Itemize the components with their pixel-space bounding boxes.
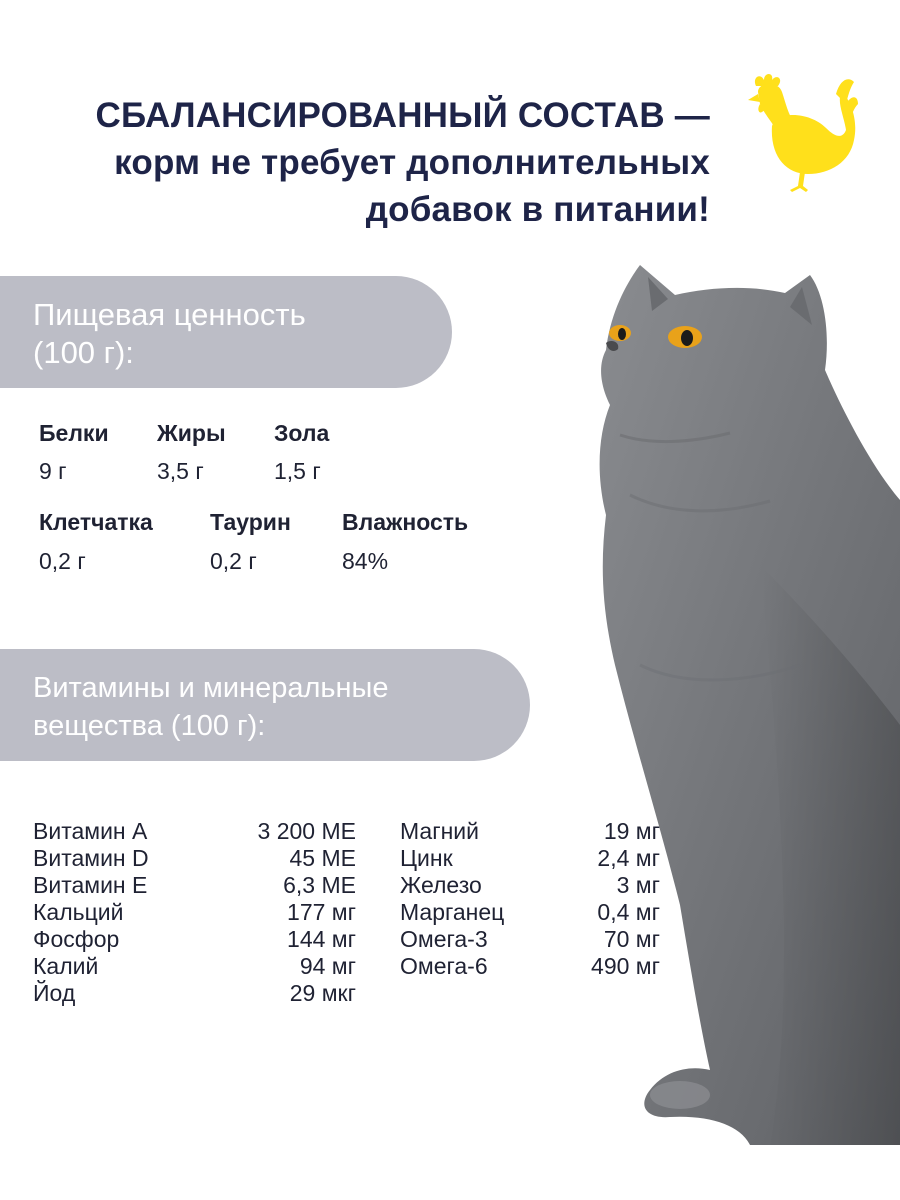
list-item: [33, 872, 356, 899]
vitamins-title-line-2: вещества (100 г):: [33, 710, 266, 742]
vitamin-value: 3 200 МЕ: [257, 818, 356, 844]
mineral-name: Омега-6: [400, 953, 488, 979]
list-item: [33, 953, 356, 980]
chicken-icon: [748, 70, 858, 195]
nutrition-value-moisture: 84%: [342, 548, 389, 574]
nutrition-label-fiber: Клетчатка: [39, 509, 153, 535]
nutrition-label-moisture: Влажность: [342, 509, 469, 535]
list-item: [33, 980, 356, 1007]
vitamin-name: Витамин D: [33, 845, 149, 871]
list-item: [33, 899, 356, 926]
vitamins-title-pill: [0, 649, 530, 761]
nutrition-value-fat: 3,5 г: [157, 458, 204, 484]
mineral-value: 2,4 мг: [597, 845, 660, 871]
nutrition-value-ash: 1,5 г: [274, 458, 321, 484]
vitamin-name: Витамин E: [33, 872, 148, 898]
mineral-name: Омега-3: [400, 926, 488, 952]
headline-line-1: СБАЛАНСИРОВАННЫЙ СОСТАВ —: [95, 96, 710, 135]
vitamin-name: Кальций: [33, 899, 124, 925]
mineral-value: 70 мг: [603, 926, 660, 952]
vitamin-value: 6,3 МЕ: [283, 872, 356, 898]
nutrition-value-fiber: 0,2 г: [39, 548, 86, 574]
nutrition-title-pill: [0, 276, 452, 388]
mineral-value: 19 мг: [603, 818, 660, 844]
headline-line-2: корм не требует дополнительных: [114, 143, 710, 182]
vitamin-name: Витамин A: [33, 818, 148, 844]
vitamin-value: 29 мкг: [289, 980, 356, 1006]
mineral-value: 3 мг: [616, 872, 660, 898]
vitamin-value: 144 мг: [287, 926, 356, 952]
cat-photo: [540, 265, 900, 1145]
mineral-name: Цинк: [400, 845, 453, 871]
vitamin-value: 45 МЕ: [289, 845, 356, 871]
nutrition-label-protein: Белки: [39, 420, 109, 446]
nutrition-title-line-1: Пищевая ценность: [33, 297, 306, 332]
list-item: [33, 845, 356, 872]
vitamin-name: Йод: [33, 980, 76, 1006]
mineral-value: 0,4 мг: [597, 899, 660, 925]
vitamin-name: Калий: [33, 953, 99, 979]
mineral-name: Марганец: [400, 899, 505, 925]
nutrition-value-taurine: 0,2 г: [210, 548, 257, 574]
list-item: [33, 818, 356, 845]
vitamin-value: 94 мг: [299, 953, 356, 979]
nutrition-label-ash: Зола: [274, 420, 330, 446]
mineral-value: 490 мг: [591, 953, 660, 979]
list-item: [33, 926, 356, 953]
vitamin-value: 177 мг: [287, 899, 356, 925]
nutrition-value-protein: 9 г: [39, 458, 67, 484]
vitamins-left-list: [33, 818, 356, 1007]
nutrition-title-line-2: (100 г):: [33, 335, 134, 370]
mineral-name: Железо: [400, 872, 482, 898]
mineral-name: Магний: [400, 818, 479, 844]
headline: [30, 92, 710, 233]
vitamins-title-line-1: Витамины и минеральные: [33, 672, 389, 704]
headline-line-3: добавок в питании!: [365, 190, 710, 229]
nutrition-label-fat: Жиры: [157, 420, 226, 446]
nutrition-label-taurine: Таурин: [210, 509, 291, 535]
vitamin-name: Фосфор: [33, 926, 120, 952]
